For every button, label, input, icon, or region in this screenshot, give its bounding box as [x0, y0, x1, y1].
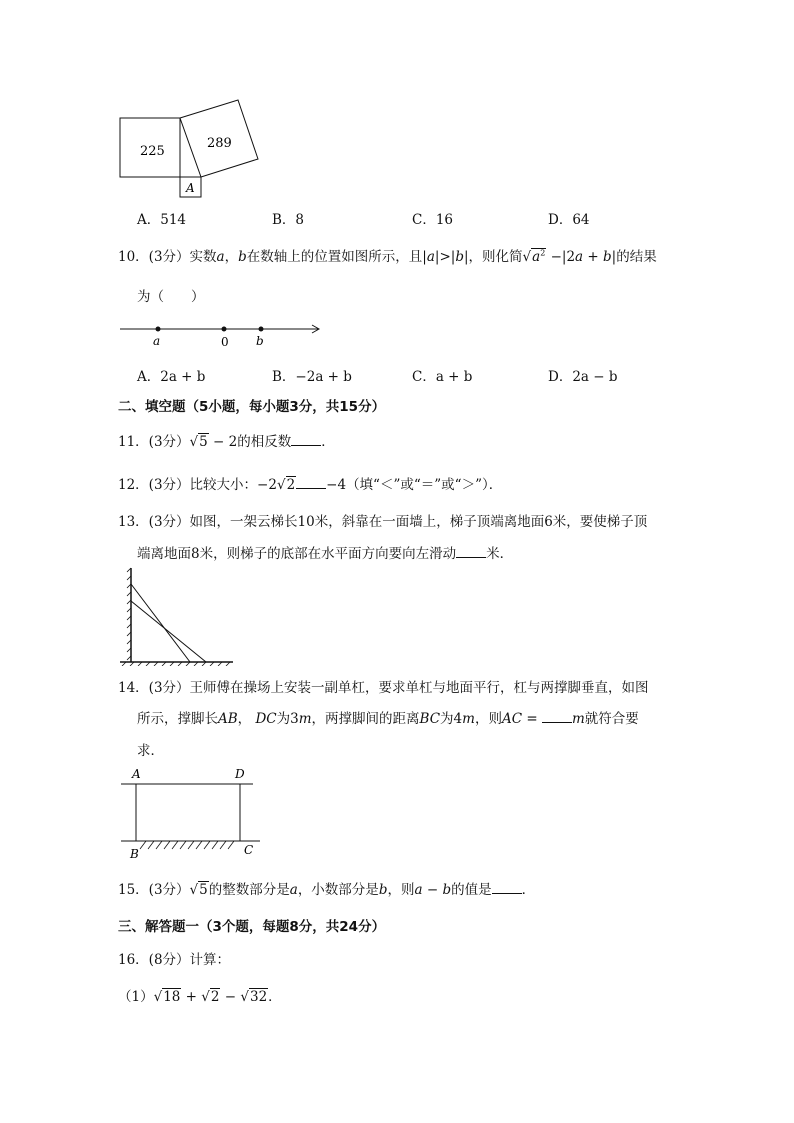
section-3-heading: 三、解答题一（3个题，每题8分，共24分） — [118, 919, 386, 935]
q9-option-c: C．16 — [412, 212, 454, 228]
ladder-2 — [131, 601, 206, 662]
label-a: A — [132, 767, 141, 781]
q14-line2: 所示，撑脚长AB， DC为3m，两撑脚间的距离BC为4m，则AC = m就符合要 — [137, 711, 639, 727]
label-zero: 0 — [221, 335, 229, 349]
q10-option-d: D．2a − b — [548, 369, 618, 385]
bar-figure — [118, 764, 268, 864]
q10-option-a: A．2a + b — [137, 369, 206, 385]
q13-line2: 端离地面8米，则梯子的底部在水平面方向要向左滑动 米． — [137, 546, 514, 562]
q9-option-d: D．64 — [548, 212, 590, 228]
point-a — [156, 327, 161, 332]
number-line-figure — [118, 318, 328, 353]
q10-stem: 10．(3分）实数a，b在数轴上的位置如图所示，且|a|>|b|，则化简$√a^2 -|2a + b|$的结果 — [118, 248, 657, 265]
q14-line1: 14．(3分）王师傅在操场上安装一副单杠，要求单杠与地面平行，杠与两撑脚垂直，如图 — [118, 680, 649, 696]
q16-part1: （1）√18 + √2 − √32． — [118, 989, 282, 1005]
value-289: 289 — [207, 136, 232, 151]
q14-line3: 求． — [137, 743, 164, 759]
q10-stem-line2: 为（ ） — [137, 289, 205, 305]
q15: 15．(3分）√5的整数部分是a，小数部分是b，则a − b的值是 ． — [118, 882, 536, 898]
section-2-heading: 二、填空题（5小题，每小题3分，共15分） — [118, 399, 386, 415]
q13-line1: 13．(3分）如图，一架云梯长10米，斜靠在一面墙上，梯子顶端离地面6米，要使梯子顶 — [118, 514, 648, 530]
ladder-1 — [131, 584, 190, 662]
point-zero — [222, 327, 227, 332]
label-d: D — [235, 767, 245, 781]
label-c: C — [244, 843, 254, 857]
label-b: b — [256, 334, 264, 348]
q12: 12．(3分）比较大小：−2√2 −4（填“＜”或“＝”或“＞”）． — [118, 477, 503, 493]
q10-option-c: C．a + b — [412, 369, 473, 385]
q11: 11．(3分）√5 − 2的相反数 ． — [118, 434, 335, 450]
label-b: B — [130, 847, 139, 861]
q9-option-b: B．8 — [272, 212, 305, 228]
point-b — [259, 327, 264, 332]
label-a: a — [153, 334, 161, 348]
q16-stem: 16．(8分）计算： — [118, 952, 231, 968]
squares-figure — [115, 95, 265, 200]
label-a: A — [186, 181, 195, 195]
ladder-figure — [118, 566, 238, 666]
q10-option-b: B．−2a + b — [272, 369, 352, 385]
value-225: 225 — [140, 144, 165, 159]
q9-option-a: A．514 — [137, 212, 187, 228]
